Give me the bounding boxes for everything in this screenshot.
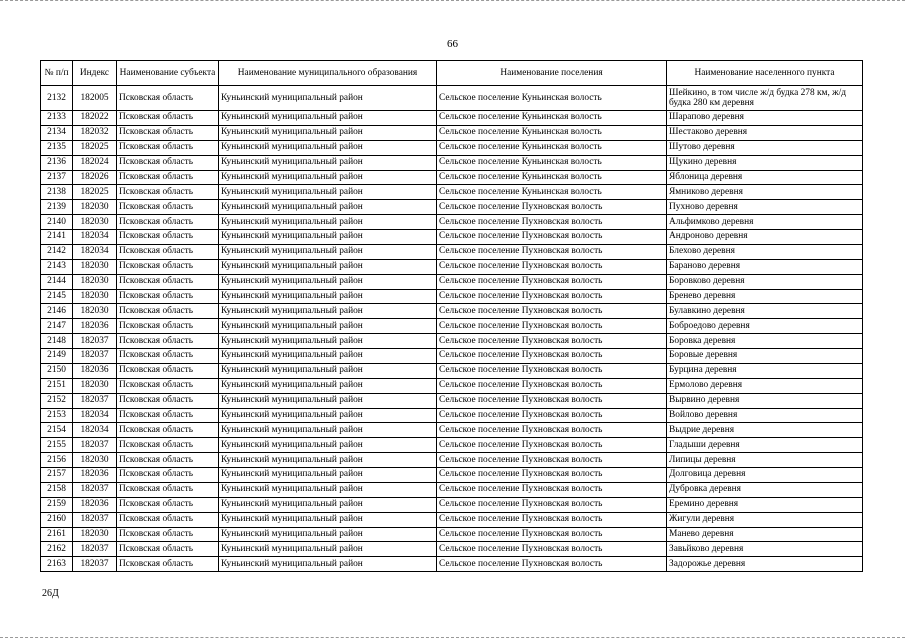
header-municipality: Наименование муниципального образования <box>219 61 437 86</box>
header-settlement: Наименование поселения <box>437 61 667 86</box>
cell-locality: Альфимково деревня <box>667 215 863 230</box>
cell-index: 182025 <box>73 185 117 200</box>
cell-municipality: Куньинский муниципальный район <box>219 304 437 319</box>
cell-num: 2132 <box>41 86 73 111</box>
cell-settlement: Сельское поселение Куньинская волость <box>437 111 667 126</box>
cell-num: 2157 <box>41 468 73 483</box>
cell-num: 2137 <box>41 170 73 185</box>
cell-municipality: Куньинский муниципальный район <box>219 378 437 393</box>
cell-subject: Псковская область <box>117 542 219 557</box>
cell-subject: Псковская область <box>117 125 219 140</box>
table-row <box>41 542 863 557</box>
cell-municipality: Куньинский муниципальный район <box>219 215 437 230</box>
table-row <box>41 438 863 453</box>
table-body <box>41 86 863 572</box>
cell-subject: Псковская область <box>117 200 219 215</box>
cell-num: 2138 <box>41 185 73 200</box>
table-row <box>41 200 863 215</box>
cell-locality: Бараново деревня <box>667 259 863 274</box>
cell-num: 2149 <box>41 349 73 364</box>
table-row <box>41 111 863 126</box>
cell-index: 182037 <box>73 334 117 349</box>
cell-subject: Псковская область <box>117 453 219 468</box>
cell-subject: Псковская область <box>117 497 219 512</box>
cell-locality: Выдрие деревня <box>667 423 863 438</box>
cell-num: 2150 <box>41 363 73 378</box>
table-header <box>41 61 863 86</box>
cell-index: 182026 <box>73 170 117 185</box>
cell-settlement: Сельское поселение Куньинская волость <box>437 86 667 111</box>
cell-num: 2135 <box>41 140 73 155</box>
cell-index: 182030 <box>73 274 117 289</box>
cell-num: 2154 <box>41 423 73 438</box>
cell-municipality: Куньинский муниципальный район <box>219 497 437 512</box>
cell-subject: Псковская область <box>117 111 219 126</box>
cell-locality: Жигули деревня <box>667 512 863 527</box>
cell-subject: Псковская область <box>117 393 219 408</box>
cell-locality: Манево деревня <box>667 527 863 542</box>
header-subject: Наименование субъекта <box>117 61 219 86</box>
cell-settlement: Сельское поселение Куньинская волость <box>437 140 667 155</box>
cell-num: 2162 <box>41 542 73 557</box>
registry-table <box>40 60 863 572</box>
table-row <box>41 423 863 438</box>
table-row <box>41 482 863 497</box>
cell-subject: Псковская область <box>117 438 219 453</box>
cell-num: 2133 <box>41 111 73 126</box>
cell-subject: Псковская область <box>117 140 219 155</box>
scan-top-edge <box>0 0 905 4</box>
cell-locality: Боровые деревня <box>667 349 863 364</box>
cell-settlement: Сельское поселение Пухновская волость <box>437 304 667 319</box>
table-row <box>41 215 863 230</box>
cell-subject: Псковская область <box>117 408 219 423</box>
cell-locality: Шутово деревня <box>667 140 863 155</box>
table-row <box>41 453 863 468</box>
cell-index: 182030 <box>73 215 117 230</box>
cell-settlement: Сельское поселение Пухновская волость <box>437 289 667 304</box>
cell-municipality: Куньинский муниципальный район <box>219 468 437 483</box>
cell-locality: Блехово деревня <box>667 244 863 259</box>
cell-subject: Псковская область <box>117 527 219 542</box>
cell-settlement: Сельское поселение Куньинская волость <box>437 170 667 185</box>
cell-municipality: Куньинский муниципальный район <box>219 557 437 572</box>
cell-locality: Еремино деревня <box>667 497 863 512</box>
cell-index: 182030 <box>73 304 117 319</box>
cell-index: 182036 <box>73 319 117 334</box>
cell-municipality: Куньинский муниципальный район <box>219 111 437 126</box>
cell-municipality: Куньинский муниципальный район <box>219 200 437 215</box>
cell-index: 182024 <box>73 155 117 170</box>
cell-subject: Псковская область <box>117 244 219 259</box>
cell-settlement: Сельское поселение Куньинская волость <box>437 155 667 170</box>
cell-index: 182025 <box>73 140 117 155</box>
cell-municipality: Куньинский муниципальный район <box>219 423 437 438</box>
cell-settlement: Сельское поселение Пухновская волость <box>437 259 667 274</box>
cell-index: 182034 <box>73 230 117 245</box>
cell-settlement: Сельское поселение Пухновская волость <box>437 423 667 438</box>
table-row <box>41 393 863 408</box>
cell-locality: Ямниково деревня <box>667 185 863 200</box>
cell-municipality: Куньинский муниципальный район <box>219 230 437 245</box>
cell-index: 182022 <box>73 111 117 126</box>
cell-locality: Боровково деревня <box>667 274 863 289</box>
cell-locality: Гладыши деревня <box>667 438 863 453</box>
cell-locality: Яблоница деревня <box>667 170 863 185</box>
table-row <box>41 230 863 245</box>
cell-settlement: Сельское поселение Пухновская волость <box>437 468 667 483</box>
cell-municipality: Куньинский муниципальный район <box>219 438 437 453</box>
cell-index: 182034 <box>73 408 117 423</box>
cell-subject: Псковская область <box>117 482 219 497</box>
cell-index: 182030 <box>73 289 117 304</box>
header-index: Индекс <box>73 61 117 86</box>
cell-locality: Щукино деревня <box>667 155 863 170</box>
cell-num: 2160 <box>41 512 73 527</box>
table-row <box>41 512 863 527</box>
cell-index: 182037 <box>73 438 117 453</box>
header-num: № п/п <box>41 61 73 86</box>
table-row <box>41 155 863 170</box>
table-row <box>41 378 863 393</box>
cell-locality: Андроново деревня <box>667 230 863 245</box>
table-row <box>41 140 863 155</box>
cell-num: 2153 <box>41 408 73 423</box>
cell-index: 182037 <box>73 542 117 557</box>
cell-index: 182037 <box>73 557 117 572</box>
cell-settlement: Сельское поселение Пухновская волость <box>437 438 667 453</box>
cell-subject: Псковская область <box>117 259 219 274</box>
cell-subject: Псковская область <box>117 289 219 304</box>
cell-subject: Псковская область <box>117 378 219 393</box>
cell-locality: Боброедово деревня <box>667 319 863 334</box>
cell-locality: Бренево деревня <box>667 289 863 304</box>
cell-settlement: Сельское поселение Пухновская волость <box>437 334 667 349</box>
cell-subject: Псковская область <box>117 557 219 572</box>
table-row <box>41 304 863 319</box>
table-row <box>41 527 863 542</box>
cell-settlement: Сельское поселение Пухновская волость <box>437 319 667 334</box>
cell-index: 182030 <box>73 200 117 215</box>
cell-municipality: Куньинский муниципальный район <box>219 393 437 408</box>
cell-settlement: Сельское поселение Пухновская волость <box>437 557 667 572</box>
table-row <box>41 334 863 349</box>
cell-locality: Задорожье деревня <box>667 557 863 572</box>
cell-locality: Липицы деревня <box>667 453 863 468</box>
cell-settlement: Сельское поселение Пухновская волость <box>437 200 667 215</box>
cell-index: 182036 <box>73 497 117 512</box>
cell-num: 2148 <box>41 334 73 349</box>
cell-num: 2141 <box>41 230 73 245</box>
cell-subject: Псковская область <box>117 468 219 483</box>
cell-municipality: Куньинский муниципальный район <box>219 527 437 542</box>
cell-subject: Псковская область <box>117 86 219 111</box>
cell-municipality: Куньинский муниципальный район <box>219 408 437 423</box>
cell-locality: Шейкино, в том числе ж/д будка 278 км, ж/д будка 280 км деревня <box>667 86 863 111</box>
cell-subject: Псковская область <box>117 274 219 289</box>
cell-index: 182034 <box>73 423 117 438</box>
table-row <box>41 244 863 259</box>
cell-subject: Псковская область <box>117 512 219 527</box>
cell-index: 182030 <box>73 259 117 274</box>
cell-locality: Боровка деревня <box>667 334 863 349</box>
cell-locality: Булавкино деревня <box>667 304 863 319</box>
cell-index: 182036 <box>73 468 117 483</box>
cell-subject: Псковская область <box>117 215 219 230</box>
cell-settlement: Сельское поселение Пухновская волость <box>437 349 667 364</box>
table-row <box>41 274 863 289</box>
cell-subject: Псковская область <box>117 334 219 349</box>
table-row <box>41 86 863 111</box>
cell-settlement: Сельское поселение Пухновская волость <box>437 363 667 378</box>
cell-index: 182030 <box>73 378 117 393</box>
cell-municipality: Куньинский муниципальный район <box>219 259 437 274</box>
cell-settlement: Сельское поселение Пухновская волость <box>437 230 667 245</box>
cell-num: 2140 <box>41 215 73 230</box>
cell-municipality: Куньинский муниципальный район <box>219 155 437 170</box>
cell-num: 2136 <box>41 155 73 170</box>
cell-num: 2145 <box>41 289 73 304</box>
scan-bottom-edge <box>0 634 905 638</box>
cell-locality: Завьйково деревня <box>667 542 863 557</box>
cell-municipality: Куньинский муниципальный район <box>219 349 437 364</box>
cell-locality: Шарапово деревня <box>667 111 863 126</box>
table-row <box>41 170 863 185</box>
cell-num: 2143 <box>41 259 73 274</box>
cell-municipality: Куньинский муниципальный район <box>219 244 437 259</box>
cell-subject: Псковская область <box>117 363 219 378</box>
cell-locality: Дубровка деревня <box>667 482 863 497</box>
table-row <box>41 468 863 483</box>
header-row <box>41 61 863 86</box>
cell-municipality: Куньинский муниципальный район <box>219 334 437 349</box>
cell-num: 2159 <box>41 497 73 512</box>
cell-municipality: Куньинский муниципальный район <box>219 542 437 557</box>
cell-municipality: Куньинский муниципальный район <box>219 170 437 185</box>
cell-subject: Псковская область <box>117 423 219 438</box>
cell-settlement: Сельское поселение Пухновская волость <box>437 453 667 468</box>
table-row <box>41 363 863 378</box>
cell-locality: Вырвино деревня <box>667 393 863 408</box>
cell-municipality: Куньинский муниципальный район <box>219 453 437 468</box>
cell-settlement: Сельское поселение Пухновская волость <box>437 497 667 512</box>
cell-subject: Псковская область <box>117 230 219 245</box>
cell-num: 2139 <box>41 200 73 215</box>
cell-settlement: Сельское поселение Куньинская волость <box>437 125 667 140</box>
cell-index: 182005 <box>73 86 117 111</box>
cell-municipality: Куньинский муниципальный район <box>219 86 437 111</box>
sheet-code: 26Д <box>42 588 59 599</box>
cell-num: 2144 <box>41 274 73 289</box>
cell-municipality: Куньинский муниципальный район <box>219 274 437 289</box>
cell-municipality: Куньинский муниципальный район <box>219 482 437 497</box>
cell-num: 2151 <box>41 378 73 393</box>
cell-locality: Шестаково деревня <box>667 125 863 140</box>
cell-num: 2142 <box>41 244 73 259</box>
cell-locality: Войлово деревня <box>667 408 863 423</box>
header-locality: Наименование населенного пункта <box>667 61 863 86</box>
cell-locality: Бурцина деревня <box>667 363 863 378</box>
table-row <box>41 125 863 140</box>
page-number: 66 <box>447 38 458 50</box>
cell-num: 2161 <box>41 527 73 542</box>
cell-index: 182037 <box>73 512 117 527</box>
cell-index: 182034 <box>73 244 117 259</box>
cell-settlement: Сельское поселение Пухновская волость <box>437 378 667 393</box>
table-row <box>41 259 863 274</box>
cell-settlement: Сельское поселение Куньинская волость <box>437 185 667 200</box>
table-row <box>41 185 863 200</box>
cell-num: 2146 <box>41 304 73 319</box>
cell-num: 2155 <box>41 438 73 453</box>
cell-subject: Псковская область <box>117 319 219 334</box>
cell-subject: Псковская область <box>117 185 219 200</box>
cell-settlement: Сельское поселение Пухновская волость <box>437 244 667 259</box>
cell-num: 2147 <box>41 319 73 334</box>
cell-settlement: Сельское поселение Пухновская волость <box>437 512 667 527</box>
cell-municipality: Куньинский муниципальный район <box>219 140 437 155</box>
cell-locality: Пухново деревня <box>667 200 863 215</box>
cell-municipality: Куньинский муниципальный район <box>219 289 437 304</box>
cell-municipality: Куньинский муниципальный район <box>219 185 437 200</box>
cell-locality: Ермолово деревня <box>667 378 863 393</box>
table-row <box>41 289 863 304</box>
cell-subject: Псковская область <box>117 170 219 185</box>
cell-municipality: Куньинский муниципальный район <box>219 512 437 527</box>
cell-settlement: Сельское поселение Пухновская волость <box>437 527 667 542</box>
cell-locality: Долговица деревня <box>667 468 863 483</box>
cell-index: 182037 <box>73 349 117 364</box>
cell-settlement: Сельское поселение Пухновская волость <box>437 482 667 497</box>
table-row <box>41 349 863 364</box>
cell-subject: Псковская область <box>117 304 219 319</box>
cell-index: 182032 <box>73 125 117 140</box>
cell-municipality: Куньинский муниципальный район <box>219 363 437 378</box>
cell-municipality: Куньинский муниципальный район <box>219 319 437 334</box>
cell-subject: Псковская область <box>117 155 219 170</box>
table-row <box>41 319 863 334</box>
cell-municipality: Куньинский муниципальный район <box>219 125 437 140</box>
cell-num: 2158 <box>41 482 73 497</box>
cell-settlement: Сельское поселение Пухновская волость <box>437 393 667 408</box>
cell-num: 2152 <box>41 393 73 408</box>
table-row <box>41 557 863 572</box>
cell-settlement: Сельское поселение Пухновская волость <box>437 215 667 230</box>
cell-index: 182030 <box>73 453 117 468</box>
cell-settlement: Сельское поселение Пухновская волость <box>437 274 667 289</box>
table-row <box>41 497 863 512</box>
cell-settlement: Сельское поселение Пухновская волость <box>437 408 667 423</box>
cell-num: 2163 <box>41 557 73 572</box>
cell-num: 2156 <box>41 453 73 468</box>
cell-subject: Псковская область <box>117 349 219 364</box>
cell-num: 2134 <box>41 125 73 140</box>
cell-index: 182036 <box>73 363 117 378</box>
table-row <box>41 408 863 423</box>
cell-settlement: Сельское поселение Пухновская волость <box>437 542 667 557</box>
cell-index: 182037 <box>73 393 117 408</box>
cell-index: 182037 <box>73 482 117 497</box>
cell-index: 182030 <box>73 527 117 542</box>
